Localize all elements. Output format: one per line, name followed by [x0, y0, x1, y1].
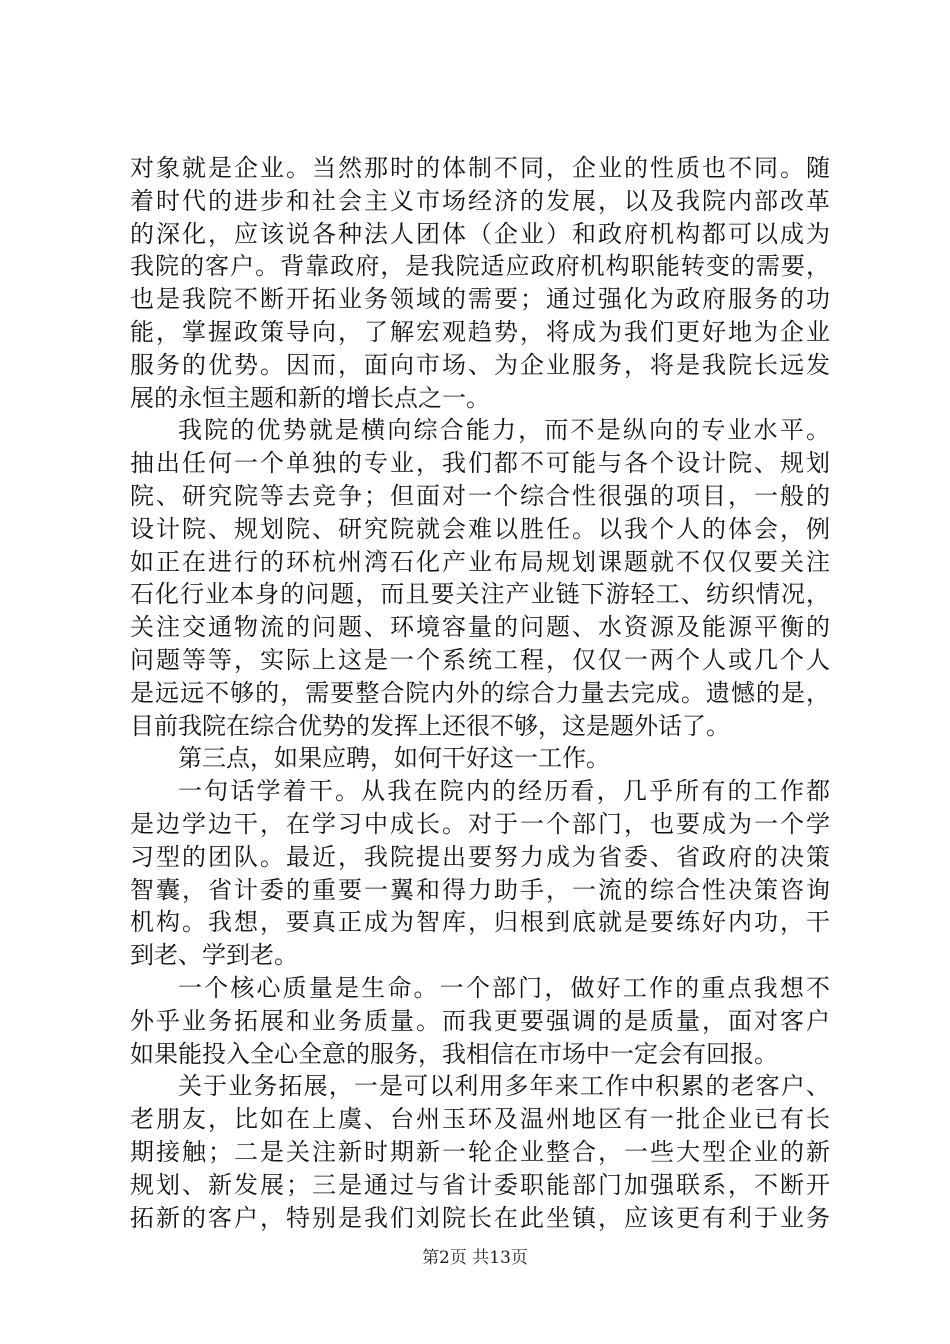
text-line: 习型的团队。最近，我院提出要努力成为省委、省政府的决策	[130, 842, 830, 871]
paragraph	[130, 1070, 830, 1234]
text-line: 设计院、规划院、研究院就会难以胜任。以我个人的体会，例	[130, 514, 830, 543]
text-line: 我院的优势就是横向综合能力，而不是纵向的专业水平。	[178, 416, 830, 445]
text-line: 智囊，省计委的重要一翼和得力助手，一流的综合性决策咨询	[130, 875, 830, 904]
body-text	[130, 152, 830, 1234]
text-line: 问题等等，实际上这是一个系统工程，仅仅一两个人或几个人	[130, 645, 830, 674]
text-line: 是边学边干，在学习中成长。对于一个部门，也要成为一个学	[130, 809, 830, 838]
text-line: 对象就是企业。当然那时的体制不同，企业的性质也不同。随	[130, 154, 830, 182]
paragraph	[130, 742, 830, 775]
paragraph	[130, 152, 830, 414]
text-line: 拓新的客户，特别是我们刘院长在此坐镇，应该更有利于业务	[130, 1203, 830, 1232]
text-line: 服务的优势。因而，面向市场、为企业服务，将是我院长远发	[130, 350, 830, 379]
page-footer: 第2页 共13页	[422, 1248, 528, 1268]
text-line: 着时代的进步和社会主义市场经济的发展，以及我院内部改革	[130, 186, 830, 215]
text-line: 如正在进行的环杭州湾石化产业布局规划课题就不仅仅要关注	[130, 547, 830, 576]
text-line: 抽出任何一个单独的专业，我们都不可能与各个设计院、规划	[130, 449, 830, 478]
text-line: 规划、新发展；三是通过与省计委职能部门加强联系，不断开	[130, 1170, 830, 1199]
text-line: 是远远不够的，需要整合院内外的综合力量去完成。遗憾的是，	[130, 678, 830, 707]
text-line: 老朋友，比如在上虞、台州玉环及温州地区有一批企业已有长	[130, 1105, 830, 1134]
text-line: 一句话学着干。从我在院内的经历看，几乎所有的工作都	[178, 777, 830, 806]
text-line: 到老、学到老。	[130, 941, 298, 970]
text-line: 关注交通物流的问题、环境容量的问题、水资源及能源平衡的	[130, 613, 830, 642]
text-line: 一个核心质量是生命。一个部门，做好工作的重点我想不	[178, 973, 830, 1002]
text-line: 的深化，应该说各种法人团体（企业）和政府机构都可以成为	[130, 219, 830, 248]
text-line: 院、研究院等去竞争；但面对一个综合性很强的项目，一般的	[130, 481, 830, 510]
text-line: 如果能投入全心全意的服务，我相信在市场中一定会有回报。	[130, 1039, 778, 1068]
paragraph	[130, 775, 830, 972]
text-line: 关于业务拓展，一是可以利用多年来工作中积累的老客户、	[178, 1072, 830, 1101]
text-line: 石化行业本身的问题，而且要关注产业链下游轻工、纺织情况，	[130, 580, 830, 609]
paragraph	[130, 972, 830, 1070]
text-line: 我院的客户。背靠政府，是我院适应政府机构职能转变的需要，	[130, 252, 830, 281]
text-line: 机构。我想，要真正成为智库，归根到底就是要练好内功，干	[130, 908, 830, 937]
text-line: 外乎业务拓展和业务质量。而我更要强调的是质量，面对客户	[130, 1006, 830, 1035]
text-line: 也是我院不断开拓业务领域的需要；通过强化为政府服务的功	[130, 285, 830, 314]
text-line: 目前我院在综合优势的发挥上还很不够，这是题外话了。	[130, 711, 730, 740]
text-line: 展的永恒主题和新的增长点之一。	[130, 383, 490, 412]
text-line: 第三点，如果应聘，如何干好这一工作。	[178, 744, 610, 773]
paragraph	[130, 414, 830, 742]
text-line: 能，掌握政策导向，了解宏观趋势，将成为我们更好地为企业	[130, 317, 830, 346]
text-line: 期接触；二是关注新时期新一轮企业整合，一些大型企业的新	[130, 1137, 830, 1166]
